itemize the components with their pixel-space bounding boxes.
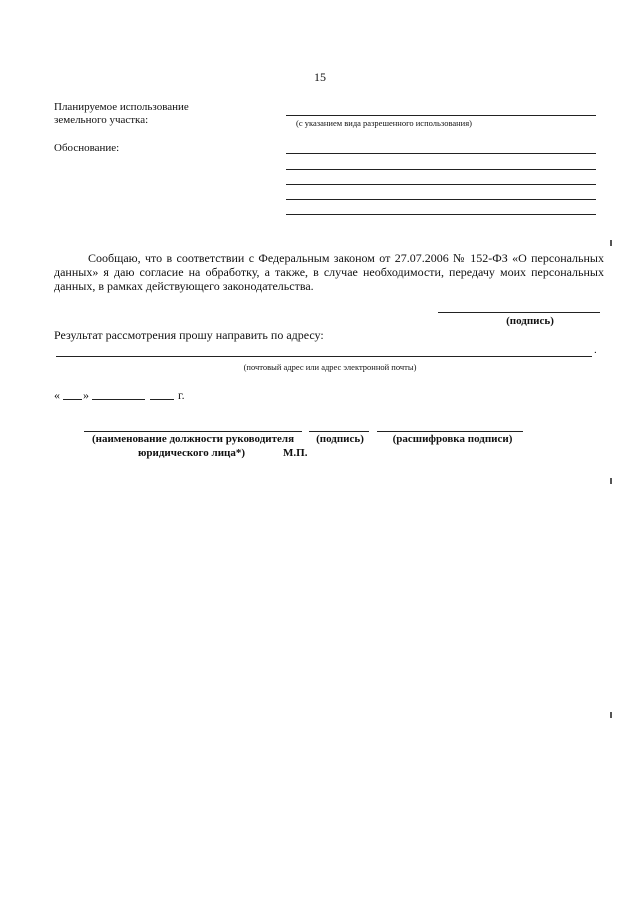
date-close-quote: » — [83, 388, 89, 402]
bottom-signature-line[interactable] — [309, 431, 369, 432]
stamp-label: М.П. — [283, 447, 308, 459]
scan-mark — [610, 712, 612, 718]
date-open-quote: « — [54, 388, 60, 402]
justification-line-1[interactable] — [286, 153, 596, 154]
land-use-caption: (с указанием вида разрешенного использования) — [296, 118, 472, 128]
signature-caption: (подпись) — [506, 315, 554, 327]
address-trailing-dot: . — [594, 344, 597, 356]
position-line[interactable] — [84, 431, 302, 432]
date-year-line[interactable] — [150, 399, 174, 400]
result-label: Результат рассмотрения прошу направить по адресу: — [54, 328, 324, 342]
position-caption — [82, 433, 304, 446]
date-month-line[interactable] — [92, 399, 145, 400]
justification-line-5[interactable] — [286, 214, 596, 215]
land-use-input-line[interactable] — [286, 115, 596, 116]
justification-line-4[interactable] — [286, 199, 596, 200]
signature-line[interactable] — [438, 312, 600, 313]
scan-mark — [610, 478, 612, 484]
justification-line-2[interactable] — [286, 169, 596, 170]
position-caption-line1: (наименование должности руководителя — [91, 433, 295, 445]
date-year-suffix: г. — [178, 388, 185, 402]
scan-mark — [610, 240, 612, 246]
decode-line[interactable] — [377, 431, 523, 432]
date-day-line[interactable] — [63, 399, 82, 400]
land-use-label-line1: Планируемое использование — [54, 101, 189, 113]
bottom-sign-caption: (подпись) — [316, 433, 364, 445]
page-number: 15 — [314, 70, 326, 84]
consent-text: Сообщаю, что в соответствии с Федеральным законом от 27.07.2006 № 152-ФЗ «О персональных данных» я даю согласие на обработку, а также, в случае необходимости, передачу моих персональных данных, в рамках действующего законодательства. — [54, 251, 604, 293]
justification-line-3[interactable] — [286, 184, 596, 185]
decode-caption: (расшифровка подписи) — [392, 433, 513, 445]
position-caption-line2: юридического лица*) — [138, 447, 246, 459]
address-caption: (почтовый адрес или адрес электронной почты) — [243, 362, 417, 372]
land-use-label — [54, 101, 274, 127]
address-input-line[interactable] — [56, 356, 592, 357]
justification-label: Обоснование: — [54, 142, 120, 154]
consent-paragraph — [54, 251, 604, 293]
land-use-label-line2: земельного участка: — [54, 114, 149, 126]
